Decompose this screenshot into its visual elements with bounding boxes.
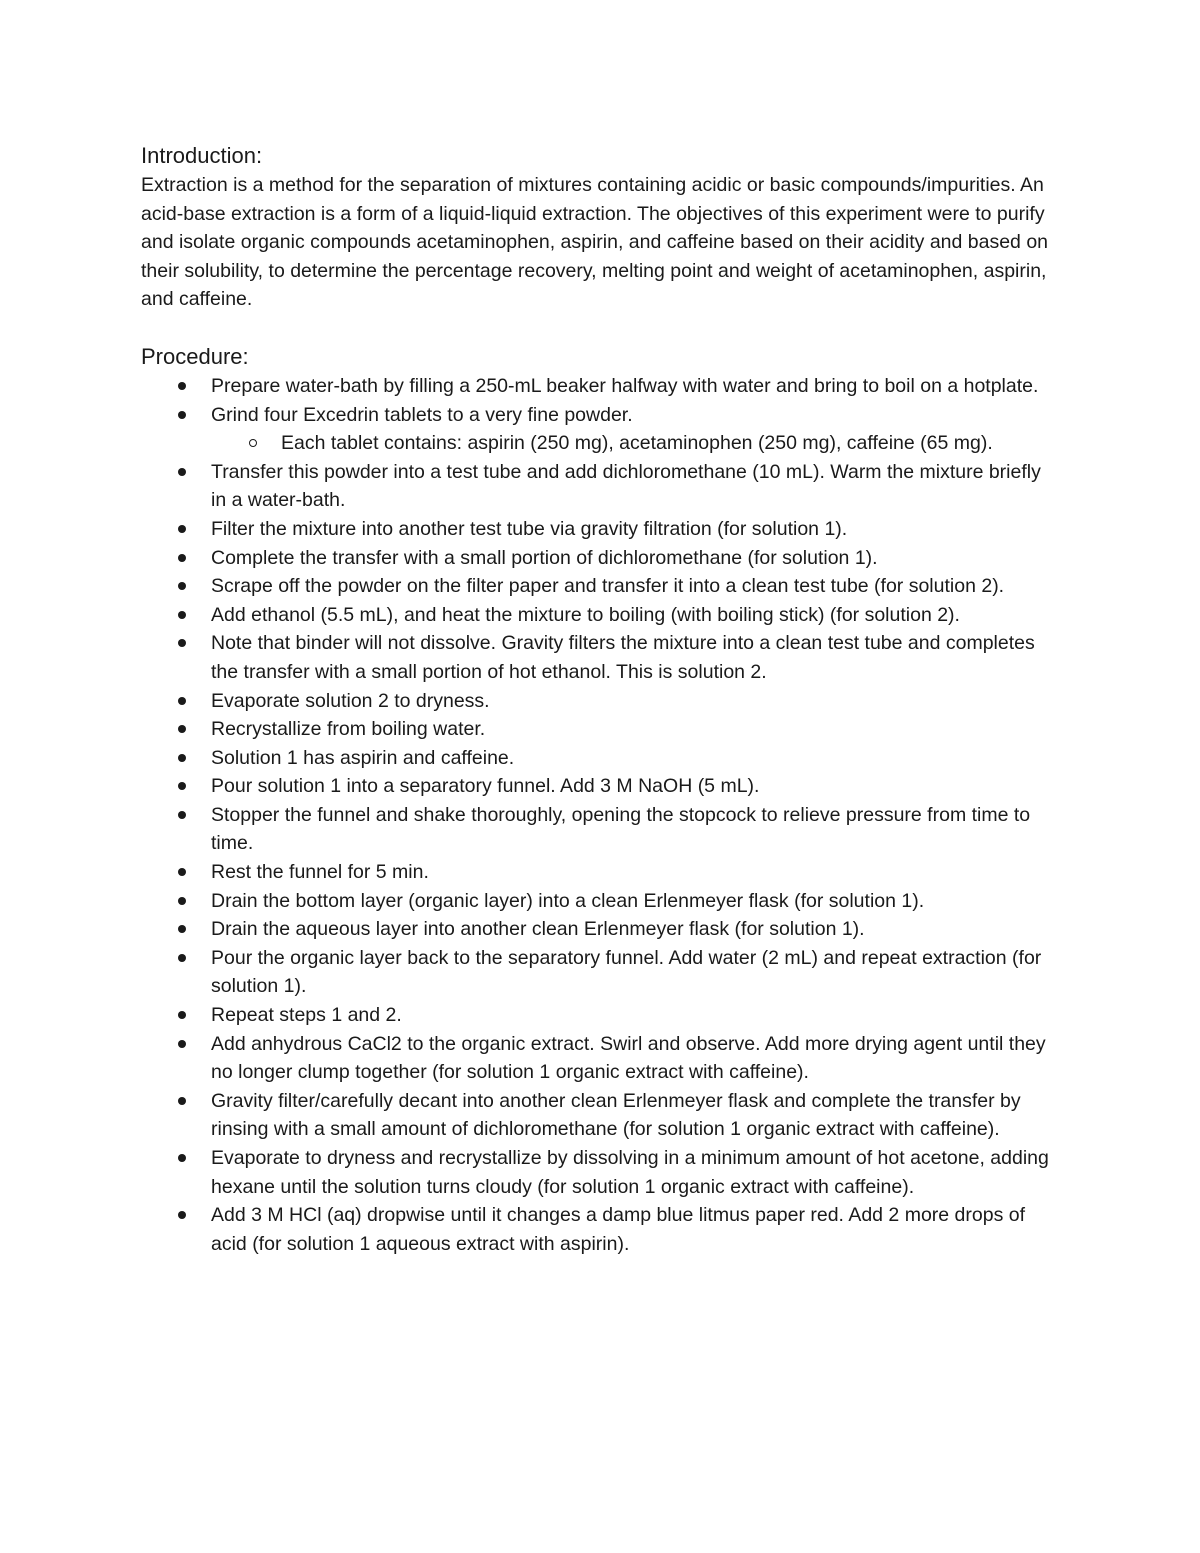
- procedure-step: [141, 458, 1061, 515]
- procedure-step: [141, 944, 1061, 1001]
- procedure-step-text: Add ethanol (5.5 mL), and heat the mixture to boiling (with boiling stick) (for solution 2).: [211, 603, 960, 626]
- procedure-sub-list: [211, 429, 1061, 458]
- procedure-step-text: Recrystallize from boiling water.: [211, 718, 486, 741]
- bullet-circle-icon: [249, 439, 257, 447]
- procedure-sub-step: [211, 429, 1061, 458]
- procedure-step: [141, 887, 1061, 916]
- procedure-step: [141, 629, 1061, 686]
- procedure-step: [141, 1030, 1061, 1087]
- procedure-step-text: Gravity filter/carefully decant into another clean Erlenmeyer flask and complete the transfer by rinsing with a small amount of dichloromethane (for solution 1 organic extract with caffeine).: [211, 1089, 1021, 1141]
- bullet-dot-icon: [178, 1154, 186, 1162]
- bullet-dot-icon: [178, 554, 186, 562]
- procedure-heading: Procedure:: [141, 343, 249, 369]
- procedure-step-text: Repeat steps 1 and 2.: [211, 1004, 402, 1027]
- bullet-dot-icon: [178, 468, 186, 476]
- procedure-sub-step-text: Each tablet contains: aspirin (250 mg), acetaminophen (250 mg), caffeine (65 mg).: [281, 432, 993, 455]
- bullet-dot-icon: [178, 639, 186, 647]
- procedure-step-text: Filter the mixture into another test tube via gravity filtration (for solution 1).: [211, 517, 848, 540]
- bullet-dot-icon: [178, 1211, 186, 1219]
- procedure-step: [141, 1201, 1061, 1258]
- bullet-dot-icon: [178, 697, 186, 705]
- procedure-step: [141, 515, 1061, 544]
- bullet-dot-icon: [178, 754, 186, 762]
- bullet-dot-icon: [178, 725, 186, 733]
- procedure-step-text: Drain the bottom layer (organic layer) into a clean Erlenmeyer flask (for solution 1).: [211, 889, 925, 912]
- bullet-dot-icon: [178, 925, 186, 933]
- bullet-dot-icon: [178, 1011, 186, 1019]
- procedure-step-text: Evaporate to dryness and recrystallize by dissolving in a minimum amount of hot acetone, adding hexane until the solution turns cloudy (for solution 1 organic extract with caffeine).: [211, 1147, 1049, 1198]
- bullet-dot-icon: [178, 897, 186, 905]
- bullet-dot-icon: [178, 611, 186, 619]
- procedure-step-text: Drain the aqueous layer into another clean Erlenmeyer flask (for solution 1).: [211, 918, 865, 941]
- procedure-step: [141, 572, 1061, 601]
- procedure-step-text: Grind four Excedrin tablets to a very fine powder.: [211, 403, 633, 426]
- introduction-paragraph: Extraction is a method for the separation of mixtures containing acidic or basic compounds/impurities. An acid-base extraction is a form of a liquid-liquid extraction. The objectives of this experiment were to purify and isolate organic compounds acetaminophen, aspirin, and caffeine based on their acidity and based on their solubility, to determine the percentage recovery, melting point and weight of acetaminophen, aspirin, and caffeine.: [141, 174, 1049, 311]
- procedure-step-text: Add anhydrous CaCl2 to the organic extract. Swirl and observe. Add more drying agent until they no longer clump together (for solution 1 organic extract with caffeine).: [211, 1032, 1046, 1084]
- section-spacer: [141, 314, 1061, 342]
- bullet-dot-icon: [178, 1040, 186, 1048]
- procedure-step-text: Solution 1 has aspirin and caffeine.: [211, 746, 515, 769]
- introduction-heading: Introduction:: [141, 143, 263, 168]
- procedure-step: [141, 915, 1061, 944]
- procedure-step-text: Prepare water-bath by filling a 250-mL beaker halfway with water and bring to boil on a hotplate.: [211, 374, 1039, 397]
- bullet-dot-icon: [178, 382, 186, 390]
- bullet-dot-icon: [178, 811, 186, 819]
- procedure-step-text: Transfer this powder into a test tube and add dichloromethane (10 mL). Warm the mixture briefly in a water-bath.: [211, 460, 1041, 512]
- bullet-dot-icon: [178, 525, 186, 533]
- procedure-step: [141, 1001, 1061, 1030]
- procedure-list: [141, 372, 1061, 1258]
- procedure-step: [141, 544, 1061, 573]
- procedure-step: [141, 772, 1061, 801]
- procedure-step-text: Pour solution 1 into a separatory funnel. Add 3 M NaOH (5 mL).: [211, 775, 760, 798]
- document-page: [141, 141, 1061, 1258]
- procedure-step: [141, 1087, 1061, 1144]
- procedure-step: [141, 372, 1061, 401]
- procedure-step: [141, 601, 1061, 630]
- bullet-dot-icon: [178, 868, 186, 876]
- bullet-dot-icon: [178, 954, 186, 962]
- procedure-step: [141, 401, 1061, 458]
- bullet-dot-icon: [178, 782, 186, 790]
- procedure-step-text: Pour the organic layer back to the separatory funnel. Add water (2 mL) and repeat extraction (for solution 1).: [211, 946, 1042, 998]
- procedure-step: [141, 687, 1061, 716]
- procedure-step-text: Complete the transfer with a small portion of dichloromethane (for solution 1).: [211, 546, 878, 569]
- procedure-step-text: Stopper the funnel and shake thoroughly, opening the stopcock to relieve pressure from time to time.: [211, 803, 1031, 855]
- procedure-step: [141, 715, 1061, 744]
- procedure-step: [141, 801, 1061, 858]
- procedure-step: [141, 744, 1061, 773]
- procedure-step-text: Note that binder will not dissolve. Gravity filters the mixture into a clean test tube and completes the transfer with a small portion of hot ethanol. This is solution 2.: [211, 632, 1035, 683]
- procedure-step-text: Evaporate solution 2 to dryness.: [211, 689, 490, 712]
- bullet-dot-icon: [178, 411, 186, 419]
- procedure-step-text: Add 3 M HCl (aq) dropwise until it changes a damp blue litmus paper red. Add 2 more drops of acid (for solution 1 aqueous extract with aspirin).: [211, 1204, 1026, 1255]
- procedure-step: [141, 1144, 1061, 1201]
- bullet-dot-icon: [178, 582, 186, 590]
- procedure-step-text: Rest the funnel for 5 min.: [211, 861, 429, 884]
- procedure-step-text: Scrape off the powder on the filter paper and transfer it into a clean test tube (for solution 2).: [211, 575, 1005, 598]
- bullet-dot-icon: [178, 1097, 186, 1105]
- procedure-step: [141, 858, 1061, 887]
